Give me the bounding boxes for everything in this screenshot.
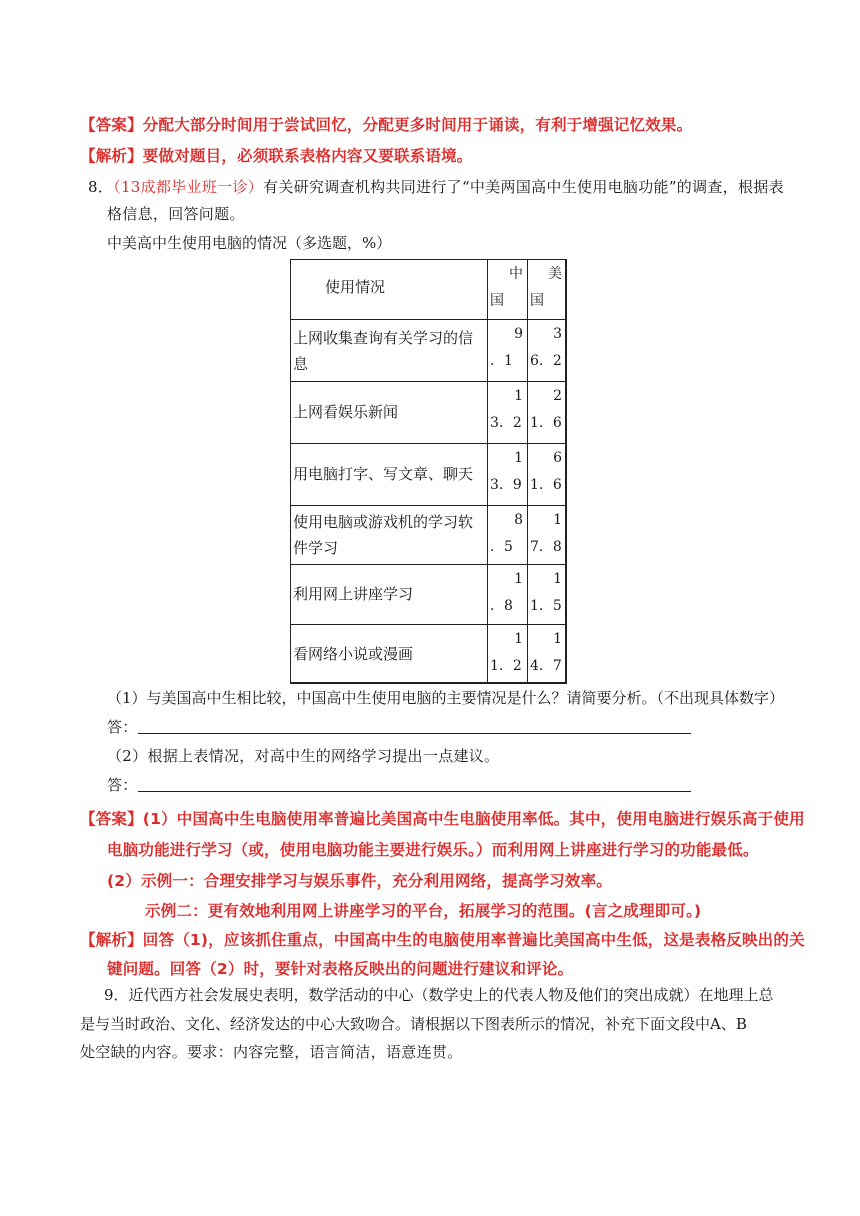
table-row [291,505,565,564]
us-value-top: 2 [553,388,562,404]
row-name: 用电脑打字、写文章、聊天 [293,465,474,483]
question-8-line2: 格信息，回答问题。 [107,205,245,223]
answer-label-2: 答： [107,776,138,794]
usage-table [290,259,567,684]
header-usage: 使用情况 [291,260,488,319]
cn-value-bottom: ．8 [490,598,513,614]
us-value-top: 1 [553,631,562,647]
table-row [291,564,565,624]
analysis-q7: 【解析】要做对题目，必须联系表格内容又要联系语境。 [80,147,473,165]
question-source: （13成都毕业班一诊） [113,178,264,196]
cn-value-bottom: 3．9 [490,477,522,493]
table-row [291,381,565,443]
analysis-q8-line2: 键问题。回答（2）时，要针对表格反映出的问题进行建议和评论。 [107,960,574,978]
us-value-bottom: 6．2 [530,353,562,369]
question-9-line3: 处空缺的内容。要求：内容完整，语言简洁，语意连贯。 [80,1043,463,1061]
table-row [291,624,565,683]
cn-value-bottom: 1．2 [490,658,522,674]
answer-q8-line2: 电脑功能进行学习（或，使用电脑功能主要进行娱乐。）而利用网上讲座进行学习的功能最低。 [107,841,759,859]
question-9-line2: 是与当时政治、文化、经济发达的中心大致吻合。请根据以下图表所示的情况，补充下面文段中A、B [80,1015,747,1033]
row-name: 上网看娱乐新闻 [293,403,399,421]
us-value-bottom: 1．6 [530,477,562,493]
sub-question-2: （2）根据上表情况，对高中生的网络学习提出一点建议。 [107,747,500,765]
us-value-top: 1 [553,571,562,587]
answer-blank-1[interactable] [138,733,691,734]
row-name: 看网络小说或漫画 [293,645,414,663]
us-value-bottom: 1．5 [530,598,562,614]
us-value-top: 1 [553,512,562,528]
cn-value-top: 1 [514,631,523,647]
header-usa: 美 国 [530,266,562,309]
question-text: 有关研究调查机构共同进行了“中美两国高中生使用电脑功能”的调查，根据表 [263,178,784,196]
answer-label-1: 答： [107,718,138,736]
sub-question-1: （1）与美国高中生相比较，中国高中生使用电脑的主要情况是什么？请简要分析。（不出现具体数字） [107,689,785,707]
row-name: 上网收集查询有关学习的信 [293,329,474,347]
question-number: 8． [88,178,114,196]
table-header-row [291,260,565,319]
row-name-cont: 息 [293,355,309,373]
row-name: 使用电脑或游戏机的学习软 [293,513,474,531]
cn-value-top: 1 [514,388,523,404]
cn-value-bottom: ．5 [490,539,513,555]
answer-blank-2[interactable] [138,791,691,792]
cn-value-top: 8 [514,512,523,528]
cn-value-bottom: 3．2 [490,415,522,431]
analysis-q8-line1: 【解析】回答（1)，应该抓住重点，中国高中生的电脑使用率普遍比美国高中生低，这是表格反映出的关 [80,931,805,949]
answer-q7: 【答案】分配大部分时间用于尝试回忆，分配更多时间用于诵读，有利于增强记忆效果。 [80,116,693,134]
us-value-bottom: 1．6 [530,415,562,431]
row-name-cont: 件学习 [293,539,339,557]
table-row [291,443,565,505]
header-china: 中 国 [488,260,528,319]
question-9-line1: 9．近代西方社会发展史表明，数学活动的中心（数学史上的代表人物及他们的突出成就）在地理上总 [104,986,774,1004]
question-8 [88,176,784,197]
answer-q8-line3: (2）示例一：合理安排学习与娱乐事件，充分利用网络，提高学习效率。 [107,872,612,890]
table-caption: 中美高中生使用电脑的情况（多选题，%） [107,234,392,252]
answer-q8-line1: 【答案】(1）中国高中生电脑使用率普遍比美国高中生电脑使用率低。其中，使用电脑进行娱乐高于使用 [80,810,805,828]
cn-value-top: 9 [514,326,523,342]
cn-value-top: 1 [514,571,523,587]
table-row [291,319,565,381]
cn-value-top: 1 [514,450,523,466]
us-value-bottom: 7．8 [530,539,562,555]
answer-q8-line4: 示例二：更有效地利用网上讲座学习的平台，拓展学习的范围。(言之成理即可。) [145,902,702,920]
cn-value-bottom: ．1 [490,353,513,369]
us-value-top: 6 [553,450,562,466]
row-name: 利用网上讲座学习 [293,585,414,603]
us-value-top: 3 [553,326,562,342]
us-value-bottom: 4．7 [530,658,562,674]
